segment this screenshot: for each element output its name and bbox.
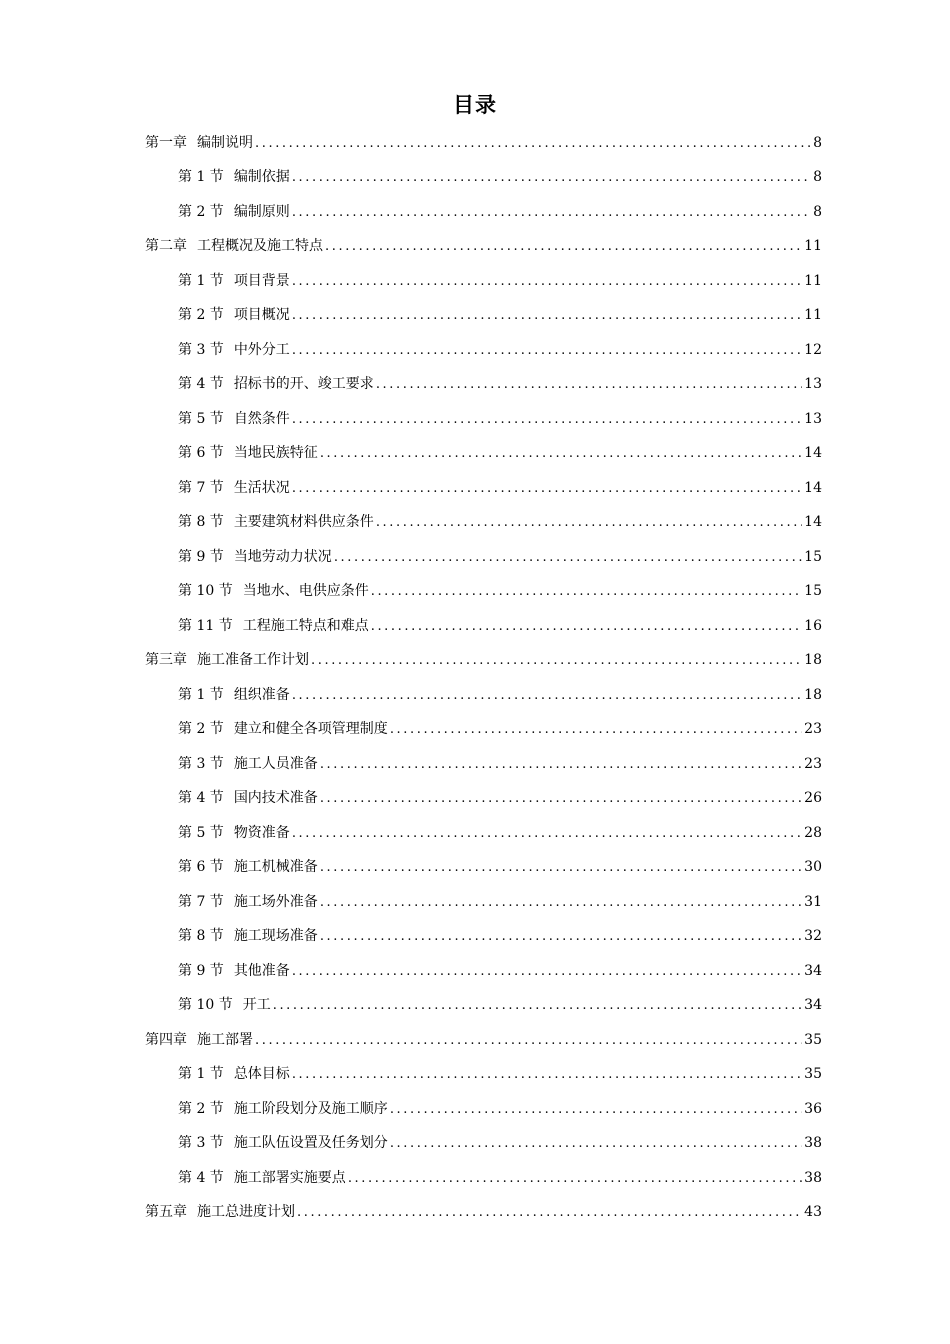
toc-page-number: 23 [804,721,822,738]
toc-entry-label: 当地水、电供应条件 [242,583,369,600]
toc-section-entry[interactable] [0,195,950,230]
toc-entry-label: 编制说明 [197,134,253,151]
toc-section-entry[interactable] [0,920,950,955]
toc-page-number: 32 [804,928,822,945]
toc-entry-label: 组织准备 [233,686,290,703]
toc-page-number: 34 [804,962,822,979]
toc-entry-number: 第 1 节 [178,169,224,186]
toc-page-number: 38 [804,1135,822,1152]
toc-entry-label: 施工准备工作计划 [197,652,309,669]
toc-page-number: 8 [813,169,822,186]
toc-page-number: 30 [804,859,822,876]
toc-entry-line [178,824,822,843]
toc-entry-label: 工程施工特点和难点 [242,617,369,634]
toc-entry-number: 第 4 节 [178,1169,224,1186]
toc-section-entry[interactable] [0,264,950,299]
toc-entry-number: 第 6 节 [178,859,224,876]
toc-entry-label: 生活状况 [233,479,290,496]
toc-page-number: 8 [813,203,822,220]
toc-page-number: 11 [804,272,822,289]
toc-entry-line [178,962,822,981]
toc-entry-line [145,134,822,153]
toc-dot-leader [292,204,811,222]
toc-entry-label: 项目背景 [233,272,290,289]
toc-entry-number: 第 2 节 [178,1100,224,1117]
toc-entry-line [178,1065,822,1084]
toc-page-number: 38 [804,1169,822,1186]
toc-dot-leader [320,894,802,912]
toc-entry-label: 施工场外准备 [233,893,318,910]
toc-chapter-entry[interactable] [0,1023,950,1058]
toc-section-entry[interactable] [0,368,950,403]
toc-entry-label: 施工机械准备 [233,859,318,876]
toc-page-number: 18 [804,686,822,703]
toc-entry-label: 施工部署 [197,1031,253,1048]
toc-section-entry[interactable] [0,299,950,334]
toc-entry-number: 第 3 节 [178,1135,224,1152]
toc-entry-label: 施工现场准备 [233,928,318,945]
toc-page-number: 18 [804,652,822,669]
toc-entry-line [145,651,822,670]
toc-entry-number: 第三章 [145,652,187,669]
toc-entry-number: 第 3 节 [178,755,224,772]
toc-entry-label: 施工人员准备 [233,755,318,772]
toc-entry-line [145,1031,822,1050]
toc-entry-line [178,582,822,601]
toc-page-number: 35 [804,1031,822,1048]
toc-entry-number: 第 10 节 [178,583,233,600]
toc-chapter-entry[interactable] [0,230,950,265]
toc-entry-label: 施工部署实施要点 [233,1169,346,1186]
toc-title: 目录 [453,93,497,117]
toc-page-number: 13 [804,410,822,427]
toc-dot-leader [390,1101,802,1119]
toc-entry-number: 第一章 [145,134,187,151]
toc-dot-leader [376,376,802,394]
toc-entry-number: 第 5 节 [178,824,224,841]
toc-entry-line [178,996,822,1015]
toc-section-entry[interactable] [0,1161,950,1196]
toc-dot-leader [255,135,811,153]
toc-entry-number: 第 8 节 [178,514,224,531]
toc-entry-number: 第 10 节 [178,997,233,1014]
toc-chapter-entry[interactable] [0,1196,950,1231]
toc-dot-leader [320,756,802,774]
toc-section-entry[interactable] [0,540,950,575]
toc-section-entry[interactable] [0,678,950,713]
toc-section-entry[interactable] [0,471,950,506]
toc-entry-line [178,548,822,567]
toc-entry-number: 第 8 节 [178,928,224,945]
toc-entry-line [178,893,822,912]
toc-entry-number: 第 2 节 [178,203,224,220]
toc-entry-label: 自然条件 [233,410,290,427]
toc-entry-line [178,306,822,325]
toc-entry-line [178,1100,822,1119]
toc-dot-leader [292,480,802,498]
toc-section-entry[interactable] [0,333,950,368]
toc-dot-leader [292,169,811,187]
toc-dot-leader [320,445,802,463]
toc-entry-label: 国内技术准备 [233,790,318,807]
toc-entry-line [178,272,822,291]
toc-entry-number: 第 9 节 [178,548,224,565]
toc-page-number: 28 [804,824,822,841]
toc-entry-line [145,237,822,256]
toc-dot-leader [320,859,802,877]
toc-entry-number: 第 11 节 [178,617,233,634]
toc-entry-number: 第四章 [145,1031,187,1048]
toc-entry-label: 施工阶段划分及施工顺序 [233,1100,388,1117]
toc-dot-leader [311,652,802,670]
toc-entry-number: 第 3 节 [178,341,224,358]
toc-page-number: 8 [813,134,822,151]
toc-entry-line [178,789,822,808]
toc-dot-leader [292,342,802,360]
toc-page-number: 16 [804,617,822,634]
toc-section-entry[interactable] [0,747,950,782]
toc-dot-leader [334,549,802,567]
toc-entry-label: 建立和健全各项管理制度 [233,721,388,738]
toc-entry-line [178,1169,822,1188]
toc-entry-line [178,168,822,187]
toc-entry-line [178,341,822,360]
toc-section-entry[interactable] [0,575,950,610]
toc-entry-number: 第 1 节 [178,686,224,703]
toc-entry-line [178,720,822,739]
toc-entry-label: 中外分工 [233,341,290,358]
toc-page-number: 11 [804,307,822,324]
toc-entry-label: 工程概况及施工特点 [197,238,323,255]
toc-entry-number: 第 7 节 [178,479,224,496]
toc-section-entry[interactable] [0,1092,950,1127]
toc-dot-leader [325,238,802,256]
toc-page-number: 35 [804,1066,822,1083]
toc-page-number: 14 [804,479,822,496]
toc-page-number: 15 [804,583,822,600]
toc-entry-line [178,513,822,532]
toc-page-number: 11 [804,238,822,255]
toc-dot-leader [292,273,802,291]
toc-entry-line [178,410,822,429]
toc-page-number: 23 [804,755,822,772]
toc-dot-leader [255,1032,802,1050]
toc-page-number: 13 [804,376,822,393]
toc-entry-line [178,203,822,222]
toc-entry-number: 第 4 节 [178,790,224,807]
toc-entry-number: 第 2 节 [178,307,224,324]
toc-entry-line [178,375,822,394]
toc-entry-label: 物资准备 [233,824,290,841]
toc-section-entry[interactable] [0,1127,950,1162]
toc-entry-label: 编制依据 [233,169,290,186]
toc-entry-number: 第五章 [145,1204,187,1221]
toc-entry-line [178,686,822,705]
toc-entry-line [145,1203,822,1222]
toc-dot-leader [390,721,802,739]
toc-dot-leader [292,307,802,325]
toc-dot-leader [292,825,802,843]
toc-dot-leader [292,1066,802,1084]
toc-entry-number: 第 6 节 [178,445,224,462]
toc-entry-line [178,755,822,774]
toc-page-number: 34 [804,997,822,1014]
toc-section-entry[interactable] [0,402,950,437]
toc-entry-label: 其他准备 [233,962,290,979]
toc-section-entry[interactable] [0,437,950,472]
toc-section-entry[interactable] [0,506,950,541]
toc-page-number: 15 [804,548,822,565]
toc-section-entry[interactable] [0,782,950,817]
toc-dot-leader [371,618,802,636]
toc-entry-label: 主要建筑材料供应条件 [233,514,374,531]
toc-section-entry[interactable] [0,954,950,989]
toc-entry-line [178,444,822,463]
toc-chapter-entry[interactable] [0,126,950,161]
toc-entry-label: 开工 [242,997,271,1014]
toc-entry-line [178,479,822,498]
toc-entry-label: 施工队伍设置及任务划分 [233,1135,388,1152]
toc-entry-label: 总体目标 [233,1066,290,1083]
toc-page-number: 26 [804,790,822,807]
toc-entry-label: 当地民族特征 [233,445,318,462]
toc-dot-leader [292,687,802,705]
toc-list [0,126,950,1230]
toc-section-entry[interactable] [0,713,950,748]
toc-entry-number: 第 1 节 [178,1066,224,1083]
toc-dot-leader [376,514,802,532]
toc-entry-number: 第 7 节 [178,893,224,910]
toc-entry-number: 第 4 节 [178,376,224,393]
toc-page-number: 12 [804,341,822,358]
toc-chapter-entry[interactable] [0,644,950,679]
toc-page-number: 43 [804,1204,822,1221]
toc-entry-line [178,927,822,946]
toc-entry-label: 项目概况 [233,307,290,324]
toc-entry-number: 第 1 节 [178,272,224,289]
toc-page-number: 14 [804,514,822,531]
toc-dot-leader [390,1135,802,1153]
toc-entry-number: 第 2 节 [178,721,224,738]
toc-dot-leader [320,928,802,946]
toc-section-entry[interactable] [0,885,950,920]
toc-dot-leader [292,963,802,981]
toc-section-entry[interactable] [0,989,950,1024]
toc-entry-label: 招标书的开、竣工要求 [233,376,374,393]
toc-entry-number: 第 5 节 [178,410,224,427]
toc-entry-line [178,617,822,636]
toc-dot-leader [371,583,802,601]
toc-entry-line [178,858,822,877]
toc-section-entry[interactable] [0,851,950,886]
toc-dot-leader [273,997,802,1015]
toc-section-entry[interactable] [0,1058,950,1093]
toc-page-number: 14 [804,445,822,462]
toc-entry-label: 施工总进度计划 [197,1204,295,1221]
toc-page-number: 31 [804,893,822,910]
toc-page-number: 36 [804,1100,822,1117]
toc-entry-label: 编制原则 [233,203,290,220]
toc-dot-leader [297,1204,802,1222]
toc-entry-line [178,1134,822,1153]
toc-section-entry[interactable] [0,816,950,851]
toc-section-entry[interactable] [0,161,950,196]
toc-entry-label: 当地劳动力状况 [233,548,332,565]
toc-entry-number: 第二章 [145,238,187,255]
toc-dot-leader [292,411,802,429]
toc-dot-leader [348,1170,802,1188]
toc-section-entry[interactable] [0,609,950,644]
toc-entry-number: 第 9 节 [178,962,224,979]
toc-dot-leader [320,790,802,808]
